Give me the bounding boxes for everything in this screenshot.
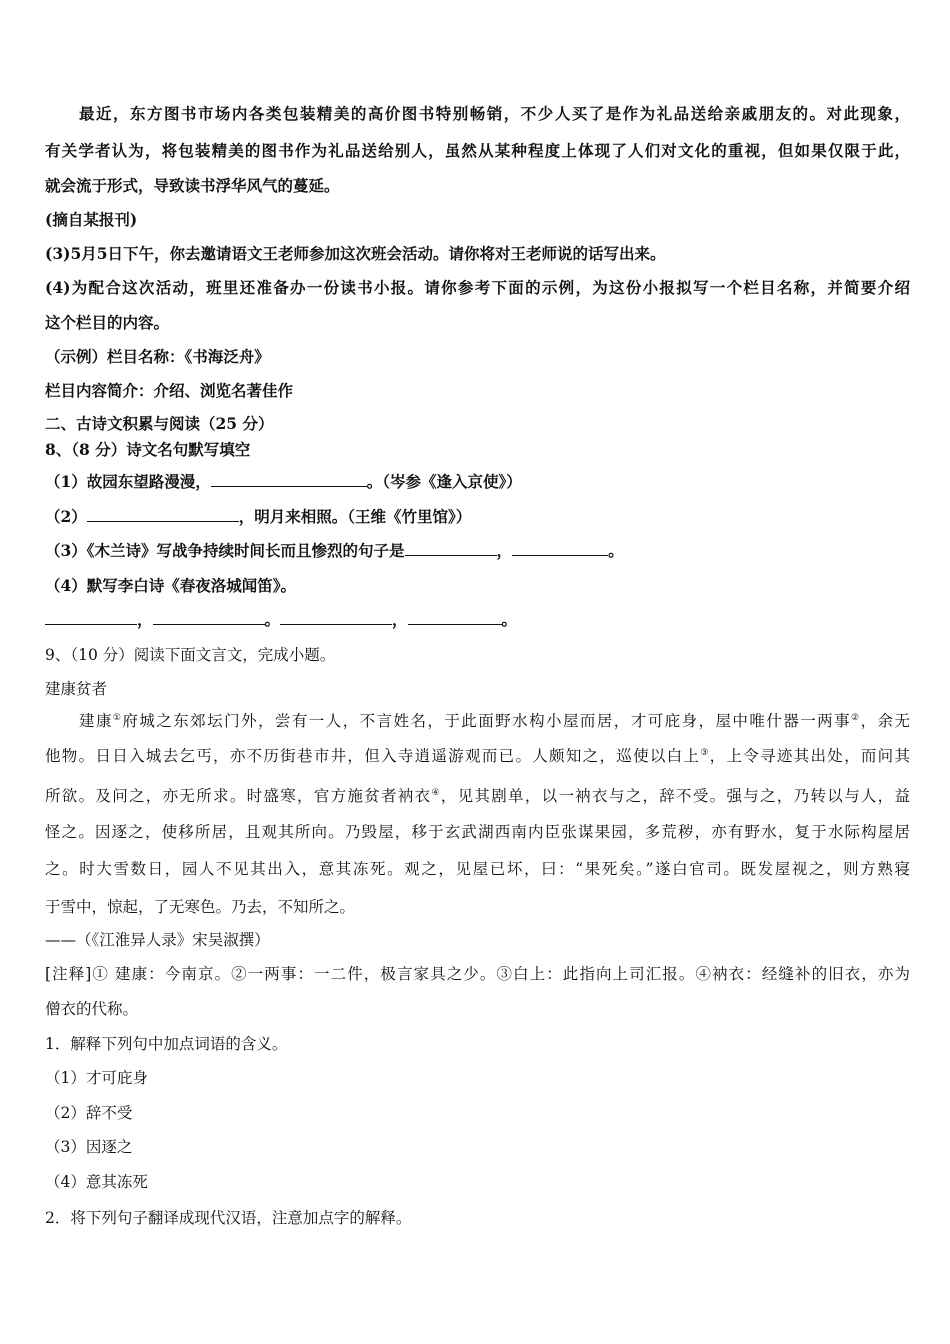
text-title: 建康贫者: [45, 680, 108, 698]
section-2-heading: 二、古诗文积累与阅读（25 分）: [45, 414, 274, 433]
blank-separator: ，: [137, 610, 153, 629]
passage-line-1: 最近，东方图书市场内各类包装精美的高价图书特别畅销，不少人买了是作为礼品送给亲戚朋友的。对此现象，: [79, 104, 910, 123]
sub-question-1-item: （2）辞不受: [45, 1104, 133, 1122]
item-3-separator: ，: [496, 541, 513, 560]
question-8-item-2: [45, 507, 471, 527]
text-segment: 所欲。及问之，亦无所求。时盛寒，官方施贫者衲衣: [45, 787, 432, 805]
question-8-item-3: [45, 541, 624, 561]
question-8-item-4: （4）默写李白诗《春夜洛城闻笛》。: [45, 576, 297, 595]
sub-question-1-item: （3）因逐之: [45, 1138, 133, 1156]
answer-blank[interactable]: [211, 472, 367, 487]
passage-source: (摘自某报刊): [45, 210, 138, 229]
footnote-marker: ③: [700, 747, 710, 758]
answer-blank[interactable]: [153, 610, 265, 625]
footnote-marker: ①: [112, 712, 123, 723]
question-8-item-4-blanks: [45, 610, 517, 630]
notes-line-1: [注释]① 建康：今南京。②一两事：一二件，极言家具之少。③白上：此指向上司汇报。④衲衣：经缝补的旧衣，亦为: [45, 965, 910, 983]
notes-line-2: 僧衣的代称。: [45, 1000, 139, 1018]
item-3-text: （3）《木兰诗》写战争持续时间长而且惨烈的句子是: [45, 541, 405, 560]
text-segment: ，上令寻迹其出处，而问其: [709, 747, 910, 765]
classical-text-line-3: [45, 786, 910, 806]
answer-blank[interactable]: [87, 507, 239, 522]
text-segment: 府城之东郊坛门外，尝有一人，不言姓名，于此面野水构小屋而居，才可庇身，屋中唯什器一两事: [122, 712, 852, 730]
answer-blank[interactable]: [280, 610, 392, 625]
classical-text-line-6: 于雪中，惊起，了无寒色。乃去，不知所之。: [45, 898, 356, 916]
item-3-end: 。: [608, 541, 624, 560]
blank-end: 。: [501, 610, 518, 629]
sub-question-1-item: （4）意其冻死: [45, 1173, 148, 1191]
sub-question-1-item: （1）才可庇身: [45, 1069, 148, 1087]
classical-text-line-1: [45, 711, 910, 731]
classical-text-line-2: [45, 746, 910, 766]
answer-blank[interactable]: [512, 541, 608, 556]
text-segment: ，见其剧单，以一衲衣与之，辞不受。强与之，乃转以与人，益: [440, 787, 910, 805]
sub-question-1: 1．解释下列句中加点词语的含义。: [45, 1035, 288, 1053]
question-8-item-1: [45, 472, 522, 492]
question-8-title: 8、（8 分）诗文名句默写填空: [45, 440, 251, 459]
answer-blank[interactable]: [408, 610, 502, 625]
sub-question-2: 2．将下列句子翻译成现代汉语，注意加点字的解释。: [45, 1209, 412, 1227]
passage-line-3: 就会流于形式，导致读书浮华风气的蔓延。: [45, 176, 340, 195]
item-2-source: ，明月来相照。（王维《竹里馆》）: [238, 507, 472, 526]
question-9-title: 9、（10 分）阅读下面文言文，完成小题。: [45, 646, 336, 664]
question-3: (3)5月5日下午，你去邀请语文王老师参加这次班会活动。请你将对王老师说的话写出来。: [45, 244, 666, 263]
classical-text-line-5: 之。时大雪数日，园人不见其出入，意其冻死。观之，见屋已坏，曰：“果死矣。”遂白官司。既发屋视之，则方熟寝: [45, 860, 910, 878]
question-4-line-1: (4)为配合这次活动，班里还准备办一份读书小报。请你参考下面的示例，为这份小报拟写一个栏目名称，并简要介绍: [45, 278, 910, 297]
item-1-source: 。（岑参《逢入京使》）: [366, 472, 522, 491]
example-column-intro: 栏目内容简介：介绍、浏览名著佳作: [45, 381, 294, 400]
classical-text-line-4: 怪之。因逐之，使移所居，且观其所向。乃毁屋，移于玄武湖西南内臣张谋果园，多荒秽，亦有野水，复于水际构屋居: [45, 823, 910, 841]
item-2-text: （2）: [45, 507, 87, 526]
blank-separator: 。: [264, 610, 281, 629]
text-segment: 他物。日日入城去乞丐，亦不历街巷市井，但入寺逍遥游观而已。人颇知之，巡使以白上: [45, 747, 701, 765]
text-segment: ，余无: [860, 712, 910, 730]
text-segment: 建康: [79, 712, 113, 730]
blank-separator: ，: [392, 610, 408, 629]
item-1-text: （1）故园东望路漫漫，: [45, 472, 211, 491]
footnote-marker: ②: [851, 712, 861, 723]
text-attribution: ——（《江淮异人录》宋吴淑撰）: [45, 931, 270, 949]
passage-line-2: 有关学者认为，将包装精美的图书作为礼品送给别人，虽然从某种程度上体现了人们对文化的重视，但如果仅限于此，: [45, 141, 910, 160]
question-4-line-2: 这个栏目的内容。: [45, 313, 170, 332]
answer-blank[interactable]: [405, 541, 497, 556]
footnote-marker: ④: [431, 787, 441, 798]
example-column-name: （示例）栏目名称：《书海泛舟》: [45, 347, 270, 366]
answer-blank[interactable]: [45, 610, 137, 625]
